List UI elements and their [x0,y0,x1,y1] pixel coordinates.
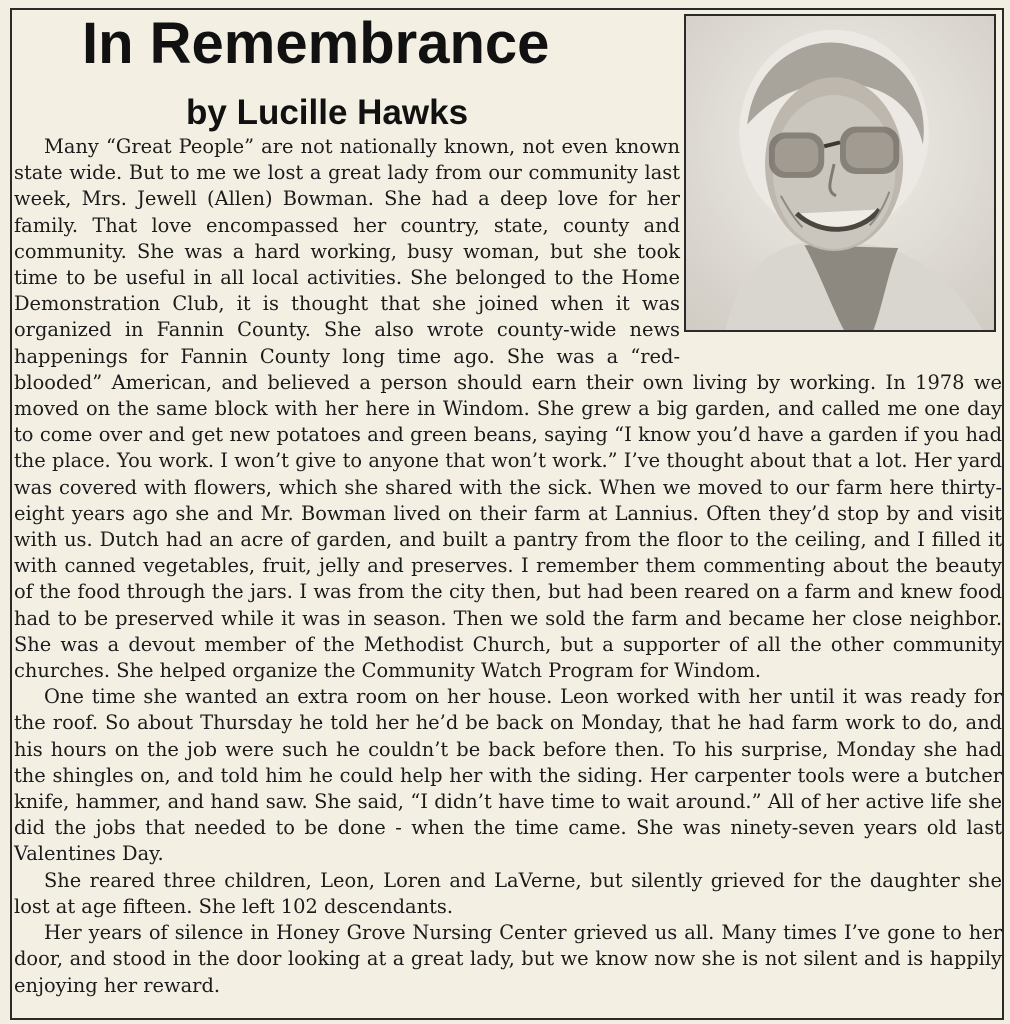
paragraph-3: She reared three children, Leon, Loren and LaVerne, but silently grieved for the daughter she lost at age fifteen. She left 102 descendants. [14,868,1002,918]
article-byline: by Lucille Hawks [186,93,469,132]
paragraph-4: Her years of silence in Honey Grove Nursing Center grieved us all. Many times I’ve gone to her door, and stood in the door looking at a great lady, but we know now she is not silent and is happily enjoying her reward. [14,921,1002,997]
article-body [14,134,1002,999]
article-title: In Remembrance [82,11,550,76]
photo-wrap-space [680,134,1002,344]
paragraph-2: One time she wanted an extra room on her house. Leon worked with her until it was ready for the roof. So about Thursday he told her he’d be back on Monday, that he had farm work to do, and his hours on the job were such he couldn’t be back before then. To his surprise, Monday she had the shingles on, and told him he could help her with the siding. Her carpenter tools were a butcher knife, hammer, and hand saw. She said, “I didn’t have time to wait around.” All of her active life she did the jobs that needed to be done - when the time came. She was ninety-seven years old last Valentines Day. [14,685,1002,866]
paragraph-1: Many “Great People” are not nationally known, not even known state wide. But to me we lost a great lady from our community last week, Mrs. Jewell (Allen) Bowman. She had a deep love for her family. That love encompassed her country, state, county and community. She was a hard working, busy woman, but she took time to be useful in all local activities. She belonged to the Home Demonstration Club, it is thought that she joined when it was organized in Fannin County. She also wrote county-wide news happenings for Fannin County long time ago. She was a “red-blooded” American, and believed a person should earn their own living by working. In 1978 we moved on the same block with her here in Windom. She grew a big garden, and called me one day to come over and get new potatoes and green beans, saying “I know you’d have a garden if you had the place. You work. I won’t give to anyone that won’t work.” I’ve thought about that a lot. Her yard was covered with flowers, which she shared with the sick. When we moved to our farm here thirty-eight years ago she and Mr. Bowman lived on their farm at Lannius. Often they’d stop by and visit with us. Dutch had an acre of garden, and built a pantry from the floor to the ceiling, and I filled it with canned vegetables, fruit, jelly and preserves. I remember them commenting about the beauty of the food through the jars. I was from the city then, but had been reared on a farm and knew food had to be preserved while it was in season. Then we sold the farm and became her close neighbor. She was a devout member of the Methodist Church, but a supporter of all the other community churches. She helped organize the Community Watch Program for Windom. [14,135,1002,683]
